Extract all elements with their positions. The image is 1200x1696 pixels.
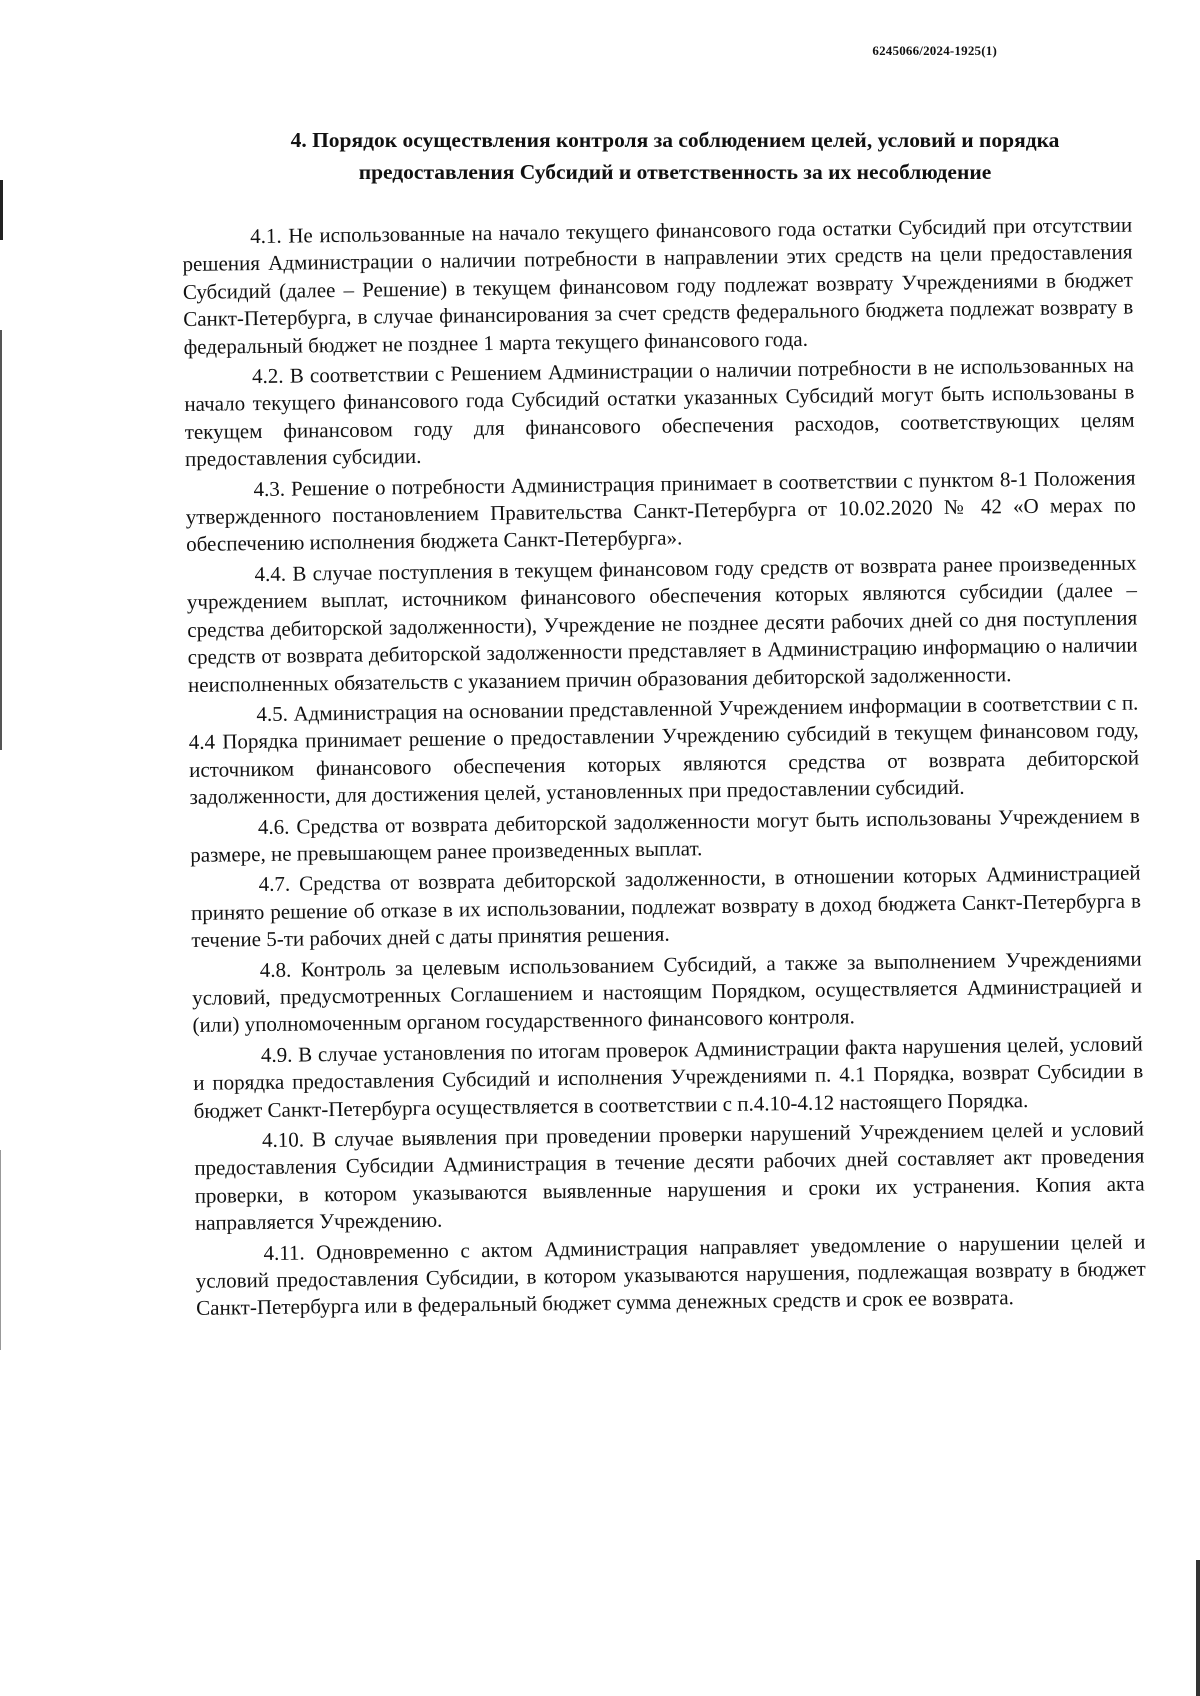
paragraph-4-7: 4.7. Средства от возврата дебиторской задолженности, в отношении которых Администрацией принято решение об отказе в их использовании, подлежат возврату в доход бюджета Санкт-Петербурга в течение 5-ти рабочих дней с даты принятия решения. xyxy=(190,860,1142,953)
paragraph-4-3: 4.3. Решение о потребности Администрация принимает в соответствии с пунктом 8-1 Положения утвержденного постановлением Правительства Санкт-Петербурга от 10.02.2020 № 42 «О мерах по обеспечению исполнения бюджета Санкт-Петербурга». xyxy=(185,465,1136,557)
paragraph-4-1: 4.1. Не использованные на начало текущего финансового года остатки Субсидий при отсутствии решения Администрации о наличии потребности в направлении этих средств на цели предоставления Субсидий (далее – Решение) в текущем финансовом году подлежат возврату Учреждениями в бюджет Санкт-Петербурга, в случае финансирования за счет средств федерального бюджета подлежат возврату в федеральный бюджет не позднее 1 марта текущего финансового года. xyxy=(182,212,1134,359)
paragraph-4-8: 4.8. Контроль за целевым использованием Субсидий, а также за выполнением Учреждениями условий, предусмотренных Соглашением и настоящим Порядком, осуществляется Администрацией и (или) уполномоченным органом государственного финансового контроля. xyxy=(191,946,1143,1038)
scan-edge-mark xyxy=(0,330,2,750)
document-id: 6245066/2024-1925(1) xyxy=(872,43,997,58)
paragraph-4-11: 4.11. Одновременно с актом Администрация направляет уведомление о нарушении целей и условий предоставления Субсидии, в котором указываются нарушения, подлежащая возврату в бюджет Санкт-Петербурга или в федеральный бюджет сумма денежных средств и срок ее возврата. xyxy=(195,1229,1146,1321)
scan-edge-mark xyxy=(0,1150,1,1350)
heading-line: 4. Порядок осуществления контроля за соблюдением целей, условий и порядка xyxy=(290,128,1060,152)
paragraph-4-10: 4.10. В случае выявления при проведении проверки нарушений Учреждением целей и условий предоставления Субсидии Администрация в течение десяти рабочих дней составляет акт проведения проверки, в котором указываются выявленные нарушения и сроки их устранения. Копия акта направляется Учреждению. xyxy=(194,1116,1145,1236)
document-body xyxy=(182,212,1146,1326)
scan-edge-mark xyxy=(0,180,3,240)
heading-line: предоставления Субсидий и ответственность за их несоблюдение xyxy=(358,160,992,184)
paragraph-4-2: 4.2. В соответствии с Решением Администрации о наличии потребности в не использованных на начало текущего финансового года Субсидий остатки указанных Субсидий могут быть использованы в текущем финансовом году для финансового обеспечения расходов, соответствующих целям предоставления субсидии. xyxy=(184,352,1135,472)
scan-edge-mark xyxy=(1196,1560,1200,1696)
paragraph-4-4: 4.4. В случае поступления в текущем финансовом году средств от возврата ранее произведенных учреждением выплат, источником финансового обеспечения которых являются субсидии (далее – средства дебиторской задолженности), Учреждение не позднее десяти рабочих дней со дня поступления средств от возврата дебиторской задолженности представляет в Администрацию информацию о наличии неисполненных обязательств с указанием причин образования дебиторской задолженности. xyxy=(186,550,1138,697)
paragraph-4-9: 4.9. В случае установления по итогам проверок Администрации факта нарушения целей, условий и порядка предоставления Субсидий и исполнения Учреждениями п. 4.1 Порядка, возврат Субсидии в бюджет Санкт-Петербурга осуществляется в соответствии с п.4.10-4.12 настоящего Порядка. xyxy=(193,1031,1144,1123)
section-heading xyxy=(210,124,1140,188)
paragraph-4-6: 4.6. Средства от возврата дебиторской задолженности могут быть использованы Учреждением в размере, не превышающем ранее произведенных выплат. xyxy=(190,803,1140,867)
paragraph-4-5: 4.5. Администрация на основании представленной Учреждением информации в соответствии с п. 4.4 Порядка принимает решение о предоставлении Учреждению субсидий в текущем финансовом году, источником финансового обеспечения которых являются средства от возврата дебиторской задолженности, для достижения целей, установленных при предоставлении субсидий. xyxy=(188,690,1140,810)
